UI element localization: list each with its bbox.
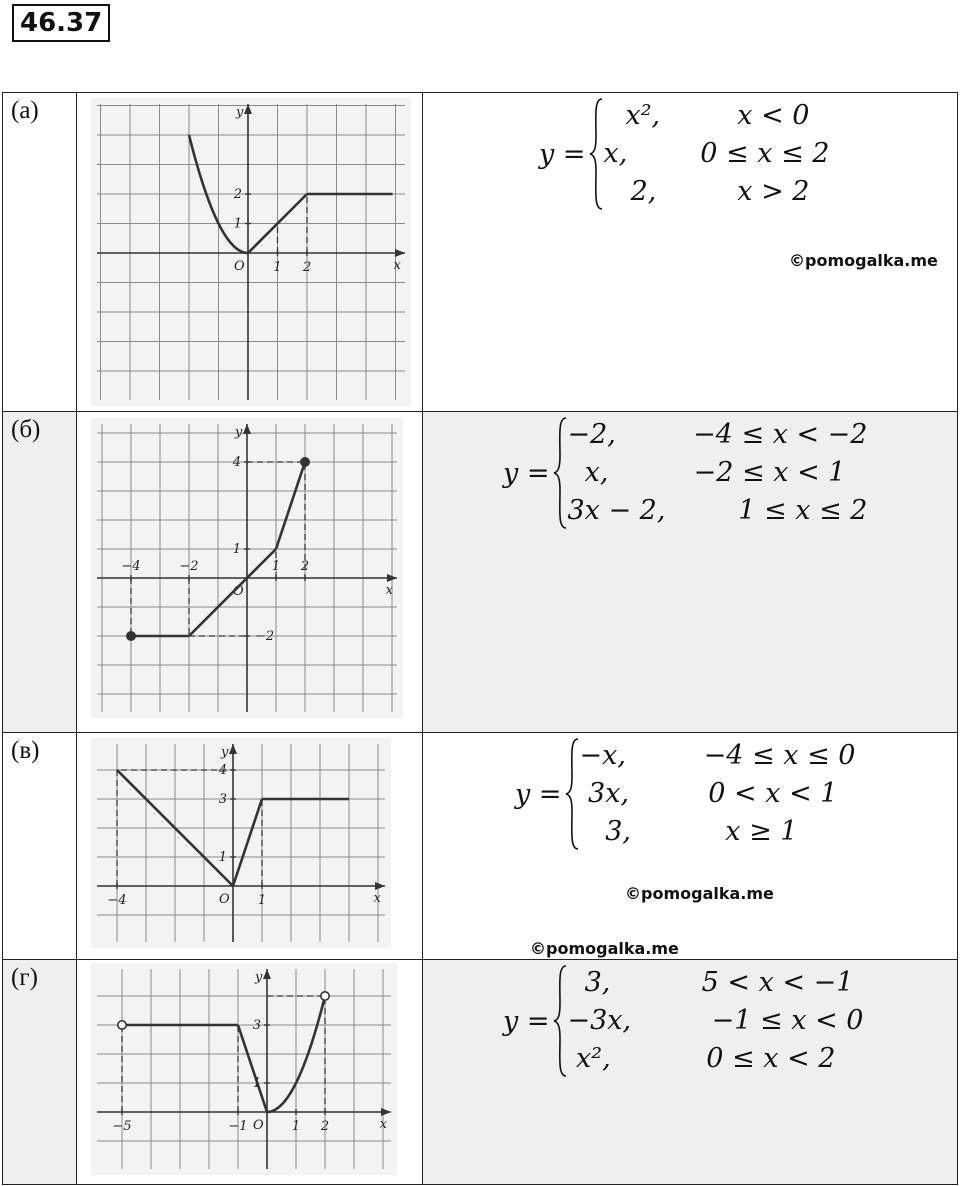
case-row: 3, x ≥ 1 [579, 816, 798, 847]
cases [567, 416, 867, 530]
x-axis-label: x [393, 258, 401, 273]
formula-c [515, 737, 855, 851]
watermark: ©pomogalka.me [625, 884, 774, 903]
row-label: (в) [11, 737, 40, 764]
function-graph [233, 799, 262, 886]
left-brace-icon [589, 97, 603, 211]
function-graph [189, 549, 276, 636]
y-tick-label: 1 [252, 1076, 261, 1091]
x-axis-label: x [385, 583, 393, 598]
cases [567, 964, 863, 1078]
y-axis-label: y [236, 105, 244, 120]
case-row: 3x − 2, 1 ≤ x ≤ 2 [567, 495, 868, 526]
x-tick-label: −5 [112, 1119, 132, 1134]
y-tick-label: 1 [233, 216, 242, 232]
formula-cell [423, 93, 958, 412]
graph-a-svg [91, 98, 411, 406]
y-tick-label: 2 [233, 187, 242, 202]
formula-lhs: y = [515, 778, 562, 810]
graph-b [91, 418, 403, 718]
graph-cell [77, 960, 423, 1185]
row-c [3, 733, 958, 960]
y-axis-label: y [255, 970, 263, 985]
y-axis-arrow-icon [229, 744, 237, 754]
formula-lhs: y = [503, 457, 550, 489]
row-label: (г) [11, 964, 38, 991]
x-tick-label: −2 [179, 559, 199, 574]
formula-cell [423, 733, 958, 960]
y-axis-arrow-icon [243, 424, 251, 434]
x-axis-arrow-icon [381, 1108, 391, 1116]
row-label: (а) [11, 97, 39, 124]
left-brace-icon [553, 964, 567, 1078]
graph-c-svg [91, 738, 391, 948]
y-tick-label: 3 [252, 1018, 261, 1033]
x-tick-label: 2 [300, 559, 310, 574]
row-d [3, 960, 958, 1185]
origin-label: O [253, 1118, 264, 1133]
x-tick-label: −4 [107, 893, 127, 908]
x-tick-label: 1 [273, 260, 282, 275]
formula-b [503, 416, 867, 530]
y-axis-label: y [221, 745, 229, 760]
cases [579, 737, 855, 851]
open-endpoint [321, 992, 329, 1000]
y-tick-label: 3 [218, 792, 227, 807]
x-axis-arrow-icon [395, 249, 405, 257]
function-graph [238, 1025, 267, 1112]
x-tick-label: 1 [257, 893, 267, 908]
formula-d [503, 964, 863, 1078]
case-row: 3x, 0 < x < 1 [579, 778, 838, 809]
open-endpoint [118, 1021, 126, 1029]
graph-d-svg [91, 963, 397, 1175]
case-row: −3x, −1 ≤ x < 0 [567, 1005, 864, 1036]
y-axis-arrow-icon [263, 969, 271, 979]
cases [603, 97, 829, 211]
x-axis-arrow-icon [375, 882, 385, 890]
formula-lhs: y = [503, 1005, 550, 1037]
formula-cell [423, 412, 958, 733]
graph-cell [77, 412, 423, 733]
x-axis-label: x [373, 891, 381, 906]
x-axis-label: x [379, 1117, 387, 1132]
graph-cell [77, 93, 423, 412]
x-tick-label: 1 [291, 1119, 301, 1134]
graph-a [91, 98, 411, 406]
y-tick-label: 1 [232, 542, 241, 557]
y-axis-label: y [235, 425, 243, 440]
function-graph [276, 462, 305, 549]
row-label: (б) [11, 416, 41, 443]
x-tick-label: −4 [121, 559, 141, 574]
row-b [3, 412, 958, 733]
origin-label: O [234, 259, 245, 274]
origin-label: O [219, 892, 230, 907]
y-tick-label: −2 [255, 629, 275, 644]
x-tick-label: −1 [228, 1119, 248, 1134]
graph-d [91, 963, 397, 1175]
case-row: x², 0 ≤ x < 2 [567, 1043, 836, 1074]
formula-cell [423, 960, 958, 1185]
graph-b-svg [91, 418, 403, 718]
row-a [3, 93, 958, 412]
y-tick-label: 4 [218, 763, 227, 778]
case-row: x, −2 ≤ x < 1 [567, 457, 846, 488]
graph-c [91, 738, 391, 948]
case-row: x, 0 ≤ x ≤ 2 [603, 138, 830, 169]
case-row: 2, x > 2 [613, 176, 810, 207]
formula-lhs: y = [539, 138, 586, 170]
x-tick-label: 1 [271, 559, 281, 574]
left-brace-icon [565, 737, 579, 851]
solution-table [2, 92, 958, 1185]
x-tick-label: 2 [302, 260, 312, 275]
y-tick-label: 4 [232, 455, 241, 470]
closed-endpoint [127, 632, 135, 640]
closed-endpoint [301, 458, 309, 466]
formula-a [539, 97, 829, 211]
left-brace-icon [553, 416, 567, 530]
origin-label: O [233, 584, 244, 599]
case-row: x², x < 0 [625, 100, 810, 131]
graph-cell [77, 733, 423, 960]
watermark: ©pomogalka.me [789, 251, 938, 270]
case-row: 3, 5 < x < −1 [567, 967, 854, 998]
y-tick-label: 1 [218, 850, 227, 865]
task-number: 46.37 [12, 4, 110, 42]
case-row: −2, −4 ≤ x < −2 [567, 419, 868, 450]
x-tick-label: 2 [320, 1119, 330, 1134]
case-row: −x, −4 ≤ x ≤ 0 [579, 740, 856, 771]
watermark: ©pomogalka.me [530, 939, 679, 958]
